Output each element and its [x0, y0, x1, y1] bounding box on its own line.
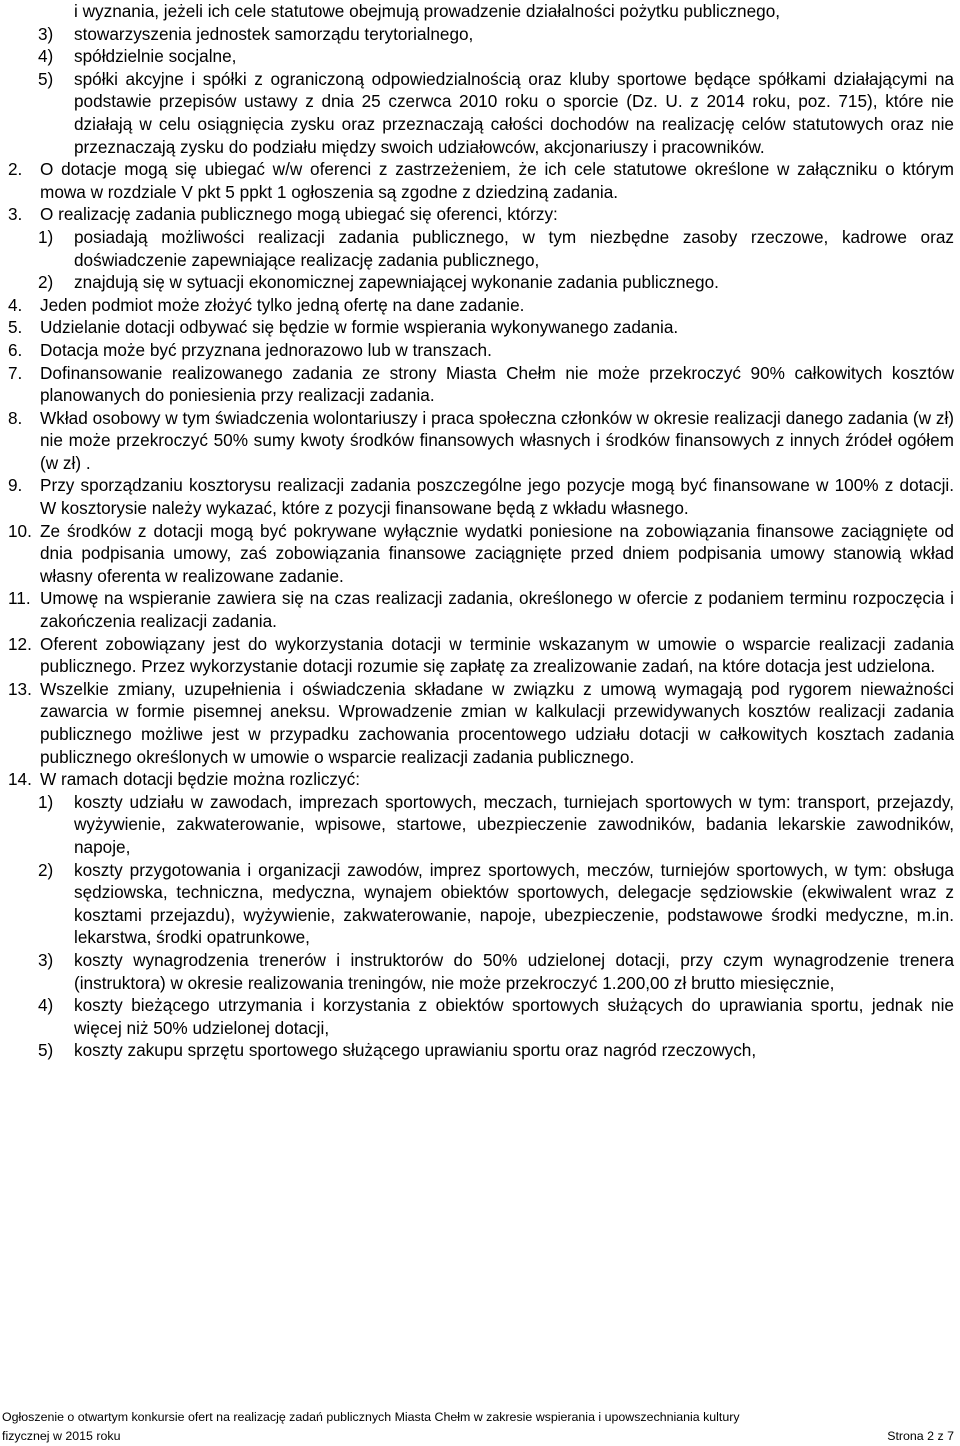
main-point [8, 203, 954, 226]
main-point-text: Wszelkie zmiany, uzupełnienia i oświadczenia składane w związku z umową wymagają pod rygorem nieważności zawarcia w formie pisemnej aneksu. Wprowadzenie zmian w kalkulacji przewidywanych kosztów realizacji zadania publicznego możliwe jest w przypadku zachowania procentowego udziału dotacji w całkowitych kosztach zadania publicznego określonych w umowie o wsparcie realizacji zadania publicznego. [40, 678, 954, 767]
list-subpoints-14 [8, 791, 954, 1062]
list-item-text: posiadają możliwości realizacji zadania publicznego, w tym niezbędne zasoby rzeczowe, kadrowe oraz doświadczenie zapewniające realizację zadania publicznego, [74, 226, 954, 270]
list-item [38, 791, 954, 859]
main-point-number: 8. [8, 407, 23, 428]
list-item-text: stowarzyszenia jednostek samorządu terytorialnego, [74, 23, 474, 44]
list-subpoints-3 [8, 226, 954, 294]
main-point [8, 158, 954, 203]
main-point-text: Ze środków z dotacji mogą być pokrywane wyłącznie wydatki poniesione na zobowiązania finansowe zaciągnięte od dnia podpisania umowy, zaś zobowiązania finansowe zaciągnięte przed dniem podpisania umowy stanowią wkład własny oferenta w realizowane zadanie. [40, 520, 954, 586]
list-item-text: koszty udziału w zawodach, imprezach sportowych, meczach, turniejach sportowych w tym: transport, przejazdy, wyżywienie, zakwaterowanie, wpisowe, startowe, ubezpieczenie zawodników, badania lekarskie zawodników, napoje, [74, 791, 954, 857]
main-points-2 [8, 294, 954, 791]
main-point [8, 633, 954, 678]
list-item [38, 271, 954, 294]
main-point-number: 3. [8, 204, 23, 225]
main-point-number: 9. [8, 475, 23, 496]
list-item-number: 5) [38, 1040, 54, 1061]
list-item [38, 226, 954, 271]
main-point-number: 5. [8, 317, 23, 338]
list-item-number: 4) [38, 995, 54, 1016]
main-point-text: Oferent zobowiązany jest do wykorzystania dotacji w terminie wskazanym w umowie o wsparcie realizacji zadania publicznego. Przez wykorzystanie dotacji rozumie się zapłatę za zrealizowanie zadań, na które dotacja jest udzielona. [40, 633, 954, 677]
footer-title-line-2: fizycznej w 2015 roku [2, 1429, 121, 1443]
list-item [38, 68, 954, 158]
list-subpoints-1 [8, 23, 954, 159]
paragraph-continuation: i wyznania, jeżeli ich cele statutowe obejmują prowadzenie działalności pożytku publicznego, [74, 1, 781, 21]
main-point-text: W ramach dotacji będzie można rozliczyć: [40, 769, 360, 790]
list-item-number: 2) [38, 859, 54, 880]
main-point-number: 6. [8, 339, 23, 360]
main-point-text: Wkład osobowy w tym świadczenia wolontariuszy i praca społeczna członków w okresie realizacji danego zadania (w zł) nie może przekroczyć 50% sumy kwoty środków finansowych własnych i środków finansowych z innych źródeł ogółem (w zł) . [40, 407, 954, 473]
main-point [8, 587, 954, 632]
list-item-text: znajdują się w sytuacji ekonomicznej zapewniającej wykonanie zadania publicznego. [74, 272, 719, 293]
main-point-number: 10. [8, 520, 32, 541]
main-point-number: 14. [8, 769, 32, 790]
main-point [8, 294, 954, 317]
main-point-text: Udzielanie dotacji odbywać się będzie w formie wspierania wykonywanego zadania. [40, 317, 679, 338]
main-point-number: 11. [8, 588, 31, 609]
list-item-text: koszty przygotowania i organizacji zawodów, imprez sportowych, meczów, turniejów sportowych, w tym: obsługa sędziowska, techniczna, medyczna, wynajem obiektów sportowych, delegacje sędziowskie (ekwiwalent wraz z kosztami przejazdu), wyżywienie, zakwaterowanie, napoje, ubezpieczenie, podstawowe środki medyczne, m.in. lekarstwa, środki opatrunkowe, [74, 859, 954, 948]
page-number: Strona 2 z 7 [887, 1429, 954, 1443]
main-point-number: 12. [8, 633, 32, 654]
main-point-number: 13. [8, 678, 32, 699]
list-item-text: spółki akcyjne i spółki z ograniczoną odpowiedzialnością oraz kluby sportowe będące spółkami działającymi na podstawie przepisów ustawy z dnia 25 czerwca 2010 roku o sporcie (Dz. U. z 2014 roku, poz. 715), które nie działają w celu osiągnięcia zysku oraz przeznaczają całości dochodów na realizację celów statutowych oraz nie przeznaczają zysku do podziału między swoich udziałowców, akcjonariuszy i pracowników. [74, 68, 954, 157]
page-footer [2, 1408, 954, 1446]
list-item [38, 23, 954, 46]
list-item-number: 1) [38, 791, 54, 812]
list-item-number: 3) [38, 949, 54, 970]
main-point-text: O dotacje mogą się ubiegać w/w oferenci z zastrzeżeniem, że ich cele statutowe określone w załączniku o którym mowa w rozdziale V pkt 5 ppkt 1 ogłoszenia są zgodne z dziedziną zadania. [40, 159, 954, 202]
main-point [8, 316, 954, 339]
list-item-number: 4) [38, 46, 54, 67]
list-item [38, 949, 954, 994]
list-item-number: 5) [38, 68, 54, 89]
list-item-text: koszty wynagrodzenia trenerów i instruktorów do 50% udzielonej dotacji, przy czym wynagrodzenie trenera (instruktora) w okresie realizowania treningów, nie może przekroczyć 1.200,00 zł brutto miesięcznie, [74, 949, 954, 993]
list-item-text: spółdzielnie socjalne, [74, 46, 237, 67]
footer-row [2, 1427, 954, 1446]
main-point-number: 4. [8, 294, 23, 315]
main-point [8, 520, 954, 588]
list-item [38, 1039, 954, 1062]
main-point-text: Jeden podmiot może złożyć tylko jedną ofertę na dane zadanie. [40, 294, 525, 315]
list-item-number: 2) [38, 272, 54, 293]
main-point [8, 362, 954, 407]
main-point-text: Przy sporządzaniu kosztorysu realizacji zadania poszczególne jego pozycje mogą być finansowane w 100% z dotacji. W kosztorysie należy wykazać, które z pozycji finansowane będą z wkładu własnego. [40, 475, 954, 519]
main-point [8, 339, 954, 362]
main-point-number: 7. [8, 362, 23, 383]
main-point-text: Dofinansowanie realizowanego zadania ze strony Miasta Chełm nie może przekroczyć 90% całkowitych kosztów planowanych do poniesienia przy realizacji zadania. [40, 362, 954, 406]
list-item [38, 45, 954, 68]
list-item-text: koszty bieżącego utrzymania i korzystania z obiektów sportowych służących do uprawiania sportu, jednak nie więcej niż 50% udzielonej dotacji, [74, 995, 954, 1038]
document-body [8, 0, 954, 1062]
list-item [38, 994, 954, 1039]
list-item [38, 859, 954, 949]
list-item-number: 1) [38, 226, 54, 247]
main-point-number: 2. [8, 159, 23, 180]
list-item-number: 3) [38, 23, 54, 44]
list-item-text: koszty zakupu sprzętu sportowego służącego uprawianiu sportu oraz nagród rzeczowych, [74, 1040, 757, 1061]
main-point-text: Umowę na wspieranie zawiera się na czas realizacji zadania, określonego w ofercie z podaniem terminu rozpoczęcia i zakończenia realizacji zadania. [40, 588, 954, 632]
main-point-text: Dotacja może być przyznana jednorazowo lub w transzach. [40, 339, 492, 360]
main-points-1 [8, 158, 954, 226]
footer-title-line: Ogłoszenie o otwartym konkursie ofert na realizację zadań publicznych Miasta Chełm w zakresie wspierania i upowszechniania kultury [2, 1410, 740, 1424]
main-point [8, 678, 954, 768]
main-point [8, 474, 954, 519]
main-point-text: O realizację zadania publicznego mogą ubiegać się oferenci, którzy: [40, 204, 558, 225]
main-point [8, 407, 954, 475]
main-point [8, 768, 954, 791]
